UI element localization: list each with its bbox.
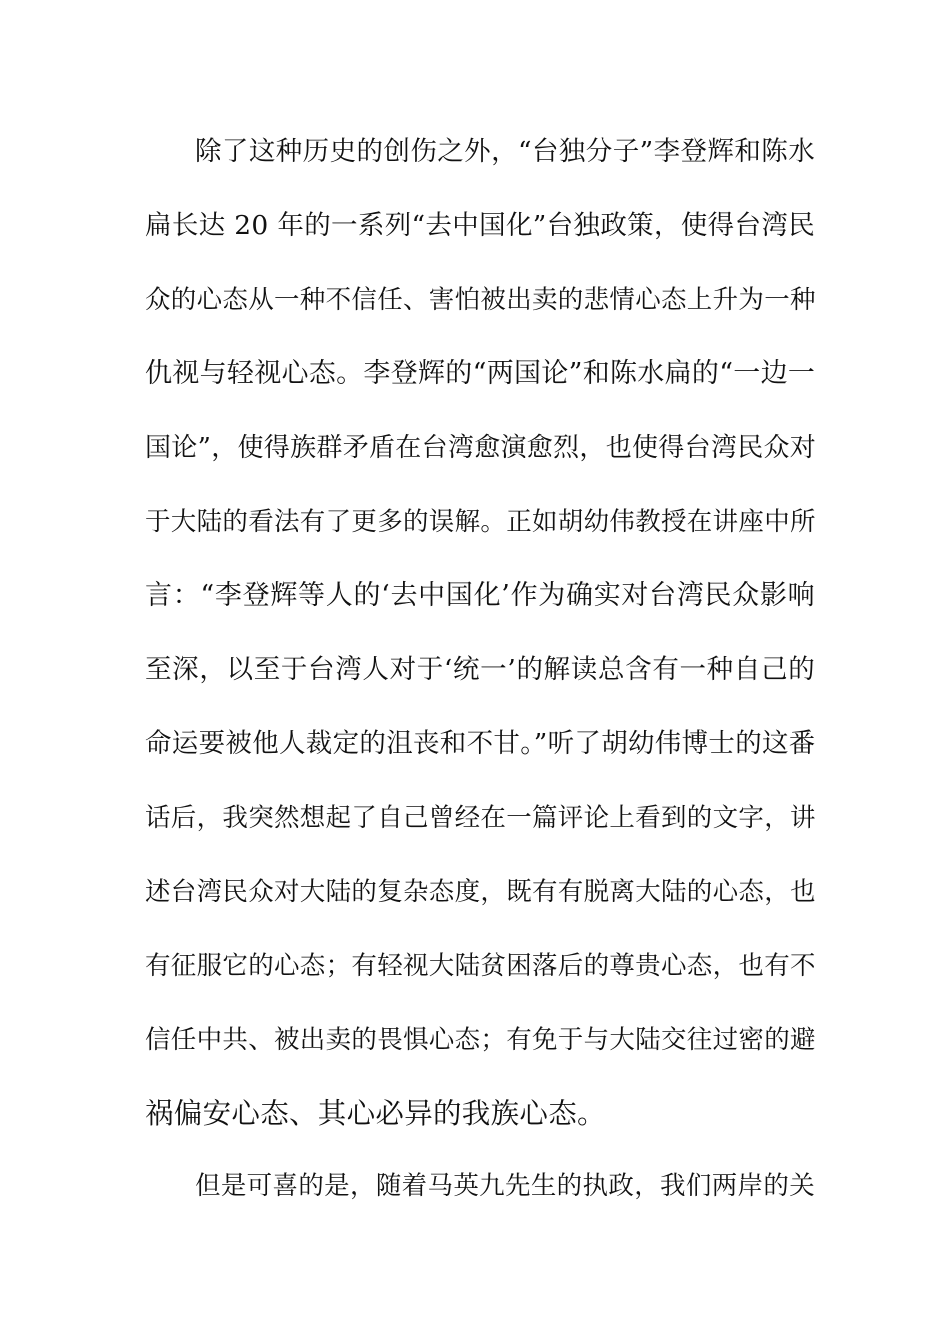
paragraph-1-line-1: 除了这种历史的创伤之外，“台独分子”李登辉和陈水 <box>195 136 815 167</box>
paragraph-1-line-2: 扁长达 20 年的一系列“去中国化”台独政策，使得台湾民 <box>145 210 815 241</box>
paragraph-1-line-9: 命运要被他人裁定的沮丧和不甘。”听了胡幼伟博士的这番 <box>145 728 816 759</box>
paragraph-1-line-3: 众的心态从一种不信任、害怕被出卖的悲情心态上升为一种 <box>145 285 816 315</box>
paragraph-1-line-8: 至深，以至于台湾人对于‘统一’的解读总含有一种自己的 <box>145 654 815 685</box>
paragraph-1-line-12: 有征服它的心态；有轻视大陆贫困落后的尊贵心态，也有不 <box>145 951 816 981</box>
paragraph-1-line-7: 言：“李登辉等人的‘去中国化’作为确实对台湾民众影响 <box>145 580 815 611</box>
paragraph-1-line-11: 述台湾民众对大陆的复杂态度，既有有脱离大陆的心态，也 <box>145 877 816 907</box>
paragraph-1-line-4: 仇视与轻视心态。李登辉的“两国论”和陈水扁的“一边一 <box>145 358 816 389</box>
paragraph-1-line-10: 话后，我突然想起了自己曾经在一篇评论上看到的文字，讲 <box>145 803 816 833</box>
paragraph-1-line-13: 信任中共、被出卖的畏惧心态；有免于与大陆交往过密的避 <box>145 1025 816 1055</box>
paragraph-1-line-14: 祸偏安心态、其心必异的我族心态。 <box>145 1097 606 1130</box>
paragraph-1-line-5: 国论”，使得族群矛盾在台湾愈演愈烈，也使得台湾民众对 <box>145 433 817 463</box>
paragraph-2-line-1: 但是可喜的是，随着马英九先生的执政，我们两岸的关 <box>195 1171 815 1201</box>
paragraph-1-line-6: 于大陆的看法有了更多的误解。正如胡幼伟教授在讲座中所 <box>145 507 816 537</box>
